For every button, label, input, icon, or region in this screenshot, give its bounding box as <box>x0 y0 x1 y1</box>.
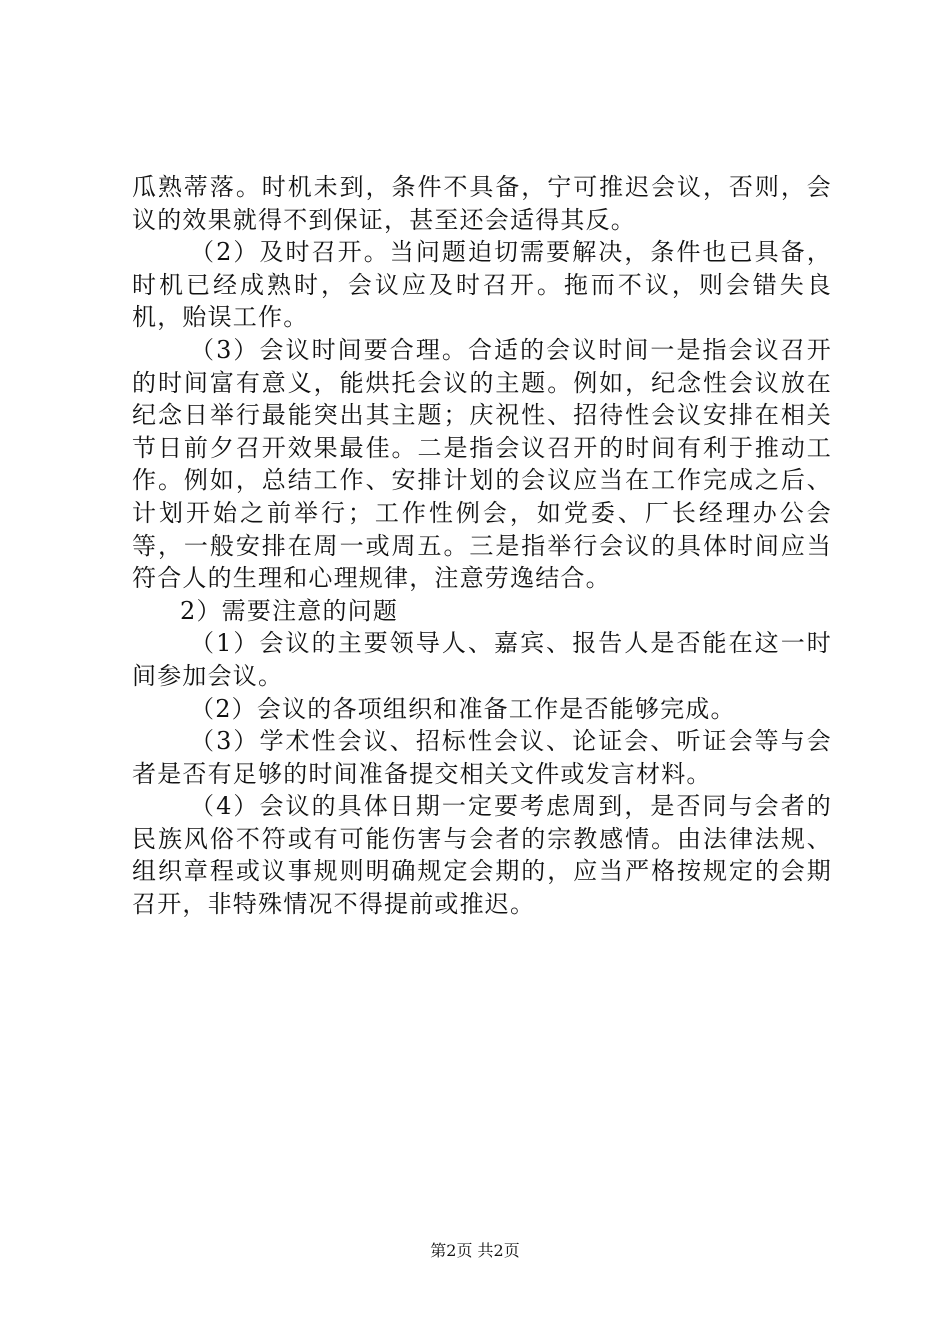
paragraph-issue-2: （2）会议的各项组织和准备工作是否能够完成。 <box>190 694 736 723</box>
paragraph-issue-1: （1）会议的主要领导人、嘉宾、报告人是否能在这一时间参加会议。 <box>132 629 832 690</box>
paragraph-issue-3: （3）学术性会议、招标性会议、论证会、听证会等与会者是否有足够的时间准备提交相关文件或发言材料。 <box>132 727 832 788</box>
document-body <box>132 171 832 921</box>
paragraph-timely-convening: （2）及时召开。当问题迫切需要解决，条件也已具备，时机已经成熟时，会议应及时召开。拖而不议，则会错失良机，贻误工作。 <box>132 238 832 332</box>
section-heading-issues: 2）需要注意的问题 <box>180 596 399 625</box>
page-number-footer: 第2页 共2页 <box>430 1241 520 1260</box>
paragraph-issue-4: （4）会议的具体日期一定要考虑周到，是否同与会者的民族风俗不符或有可能伤害与会者的宗教感情。由法律法规、组织章程或议事规则明确规定会期的，应当严格按规定的会期召开，非特殊情况不得提前或推迟。 <box>132 792 832 919</box>
paragraph-reasonable-time: （3）会议时间要合理。合适的会议时间一是指会议召开的时间富有意义，能烘托会议的主题。例如，纪念性会议放在纪念日举行最能突出其主题；庆祝性、招待性会议安排在相关节日前夕召开效果最佳。二是指会议召开的时间有利于推动工作。例如，总结工作、安排计划的会议应当在工作完成之后、计划开始之前举行；工作性例会，如党委、厂长经理办公会等，一般安排在周一或周五。三是指举行会议的具体时间应当符合人的生理和心理规律，注意劳逸结合。 <box>132 335 832 593</box>
paragraph-continued: 瓜熟蒂落。时机未到，条件不具备，宁可推迟会议，否则，会议的效果就得不到保证，甚至还会适得其反。 <box>132 173 832 234</box>
